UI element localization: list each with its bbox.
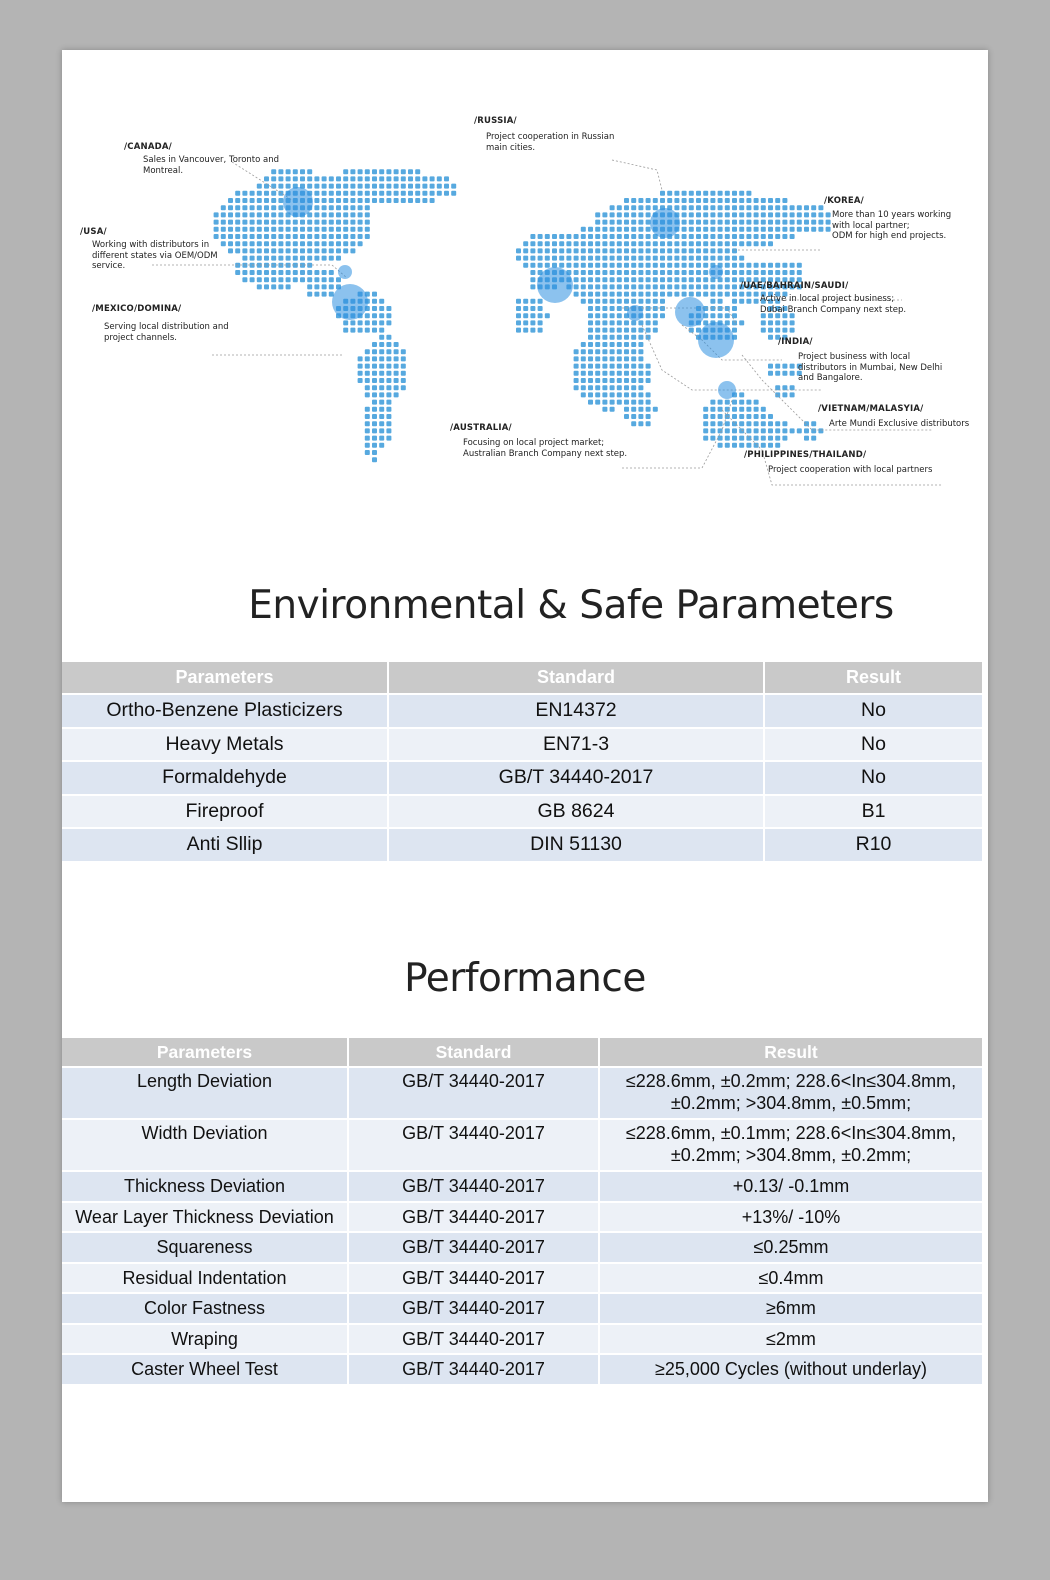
standard-cell: EN71-3 (388, 728, 764, 762)
world-map (62, 50, 988, 510)
perf-section-title: Performance (404, 956, 646, 1001)
standard-cell: GB/T 34440-2017 (348, 1324, 599, 1355)
parameter-cell: Squareness (62, 1232, 348, 1263)
table-row (62, 761, 982, 795)
parameter-cell: Anti Sllip (62, 828, 388, 861)
column-header: Result (764, 662, 982, 694)
table-row (62, 1293, 982, 1324)
table-row (62, 1232, 982, 1263)
parameter-cell: Width Deviation (62, 1119, 348, 1171)
location-highlight-marker (283, 187, 313, 217)
standard-cell: EN14372 (388, 694, 764, 728)
location-philippines (744, 450, 932, 476)
standard-cell: GB/T 34440-2017 (348, 1232, 599, 1263)
location-australia (450, 423, 627, 459)
location-desc: Project business with local distributors in Mumbai, New Delhi and Bangalore. (798, 352, 943, 383)
location-korea (824, 196, 951, 242)
result-cell: R10 (764, 828, 982, 861)
table-row (62, 1202, 982, 1233)
location-name: /VIETNAM/MALASYIA/ (818, 404, 924, 414)
location-name: /KOREA/ (824, 196, 864, 206)
result-cell: No (764, 728, 982, 762)
location-name: /USA/ (80, 227, 107, 237)
column-header: Standard (348, 1038, 599, 1067)
parameter-cell: Heavy Metals (62, 728, 388, 762)
location-name: /CANADA/ (124, 142, 172, 152)
result-cell: B1 (764, 795, 982, 829)
table-row (62, 1067, 982, 1119)
table-header-row (62, 1038, 982, 1067)
table-row (62, 694, 982, 728)
standard-cell: GB/T 34440-2017 (348, 1171, 599, 1202)
location-desc: Serving local distribution and project channels. (104, 322, 229, 343)
table-row (62, 828, 982, 861)
location-vietnam (818, 404, 969, 430)
table-row (62, 1171, 982, 1202)
location-desc: More than 10 years working with local partner; ODM for high end projects. (832, 210, 952, 241)
parameter-cell: Residual Indentation (62, 1263, 348, 1294)
table-row (62, 1324, 982, 1355)
parameter-cell: Caster Wheel Test (62, 1354, 348, 1384)
document-page (62, 50, 988, 1502)
result-cell: ≤0.25mm (599, 1232, 982, 1263)
location-canada (124, 142, 279, 176)
location-desc: Arte Mundi Exclusive distributors (829, 419, 970, 429)
column-header: Standard (388, 662, 764, 694)
location-highlight-marker (698, 322, 734, 358)
location-desc: Project cooperation with local partners (768, 465, 933, 475)
location-highlight-marker (709, 265, 723, 279)
column-header: Parameters (62, 662, 388, 694)
standard-cell: GB/T 34440-2017 (348, 1354, 599, 1384)
location-name: /MEXICO/DOMINA/ (92, 304, 182, 314)
parameter-cell: Ortho-Benzene Plasticizers (62, 694, 388, 728)
location-mexico (92, 304, 229, 343)
location-name: /PHILIPPINES/THAILAND/ (744, 450, 867, 460)
location-desc: Active in local project business; Dubai Branch Company next step. (760, 294, 907, 315)
location-name: /AUSTRALIA/ (450, 423, 512, 433)
location-name: /INDIA/ (778, 337, 813, 347)
env-section-title: Environmental & Safe Parameters (248, 583, 894, 628)
location-name: /RUSSIA/ (474, 116, 517, 126)
standard-cell: GB/T 34440-2017 (348, 1067, 599, 1119)
table-row (62, 1354, 982, 1384)
location-highlight-marker (338, 265, 352, 279)
location-uae (740, 281, 906, 315)
column-header: Result (599, 1038, 982, 1067)
location-desc: Project cooperation in Russian main cities. (486, 132, 615, 153)
location-name: /UAE/BAHRAIN/SAUDI/ (740, 281, 849, 291)
parameter-cell: Formaldehyde (62, 761, 388, 795)
parameter-cell: Wear Layer Thickness Deviation (62, 1202, 348, 1233)
standard-cell: GB/T 34440-2017 (348, 1119, 599, 1171)
performance-table (62, 1038, 982, 1384)
standard-cell: GB/T 34440-2017 (348, 1202, 599, 1233)
location-india (778, 337, 942, 384)
location-highlight-marker (332, 284, 368, 320)
standard-cell: GB/T 34440-2017 (348, 1293, 599, 1324)
parameter-cell: Length Deviation (62, 1067, 348, 1119)
result-cell: ≤0.4mm (599, 1263, 982, 1294)
result-cell: +0.13/ -0.1mm (599, 1171, 982, 1202)
parameter-cell: Fireproof (62, 795, 388, 829)
result-cell: No (764, 761, 982, 795)
standard-cell: GB/T 34440-2017 (348, 1263, 599, 1294)
standard-cell: GB/T 34440-2017 (388, 761, 764, 795)
location-highlight-marker (537, 267, 573, 303)
standard-cell: DIN 51130 (388, 828, 764, 861)
location-russia (474, 116, 614, 153)
table-row (62, 795, 982, 829)
result-cell: ≤2mm (599, 1324, 982, 1355)
result-cell: ≤228.6mm, ±0.1mm; 228.6<In≤304.8mm, ±0.2mm; >304.8mm, ±0.2mm; (599, 1119, 982, 1171)
result-cell: ≥25,000 Cycles (without underlay) (599, 1354, 982, 1384)
location-highlight-marker (718, 381, 736, 399)
location-desc: Focusing on local project market; Australian Branch Company next step. (463, 438, 628, 459)
location-desc: Sales in Vancouver, Toronto and Montreal. (143, 155, 280, 176)
column-header: Parameters (62, 1038, 348, 1067)
table-row (62, 1119, 982, 1171)
standard-cell: GB 8624 (388, 795, 764, 829)
location-highlight-marker (650, 208, 680, 238)
result-cell: ≤228.6mm, ±0.2mm; 228.6<In≤304.8mm, ±0.2mm; >304.8mm, ±0.5mm; (599, 1067, 982, 1119)
parameter-cell: Thickness Deviation (62, 1171, 348, 1202)
location-desc: Working with distributors in different states via OEM/ODM service. (92, 240, 218, 271)
result-cell: No (764, 694, 982, 728)
parameter-cell: Wraping (62, 1324, 348, 1355)
location-highlight-marker (627, 305, 643, 321)
result-cell: +13%/ -10% (599, 1202, 982, 1233)
location-usa (80, 227, 218, 272)
table-row (62, 1263, 982, 1294)
table-header-row (62, 662, 982, 694)
table-row (62, 728, 982, 762)
env-parameters-table (62, 662, 982, 861)
location-highlight-marker (675, 297, 705, 327)
result-cell: ≥6mm (599, 1293, 982, 1324)
parameter-cell: Color Fastness (62, 1293, 348, 1324)
